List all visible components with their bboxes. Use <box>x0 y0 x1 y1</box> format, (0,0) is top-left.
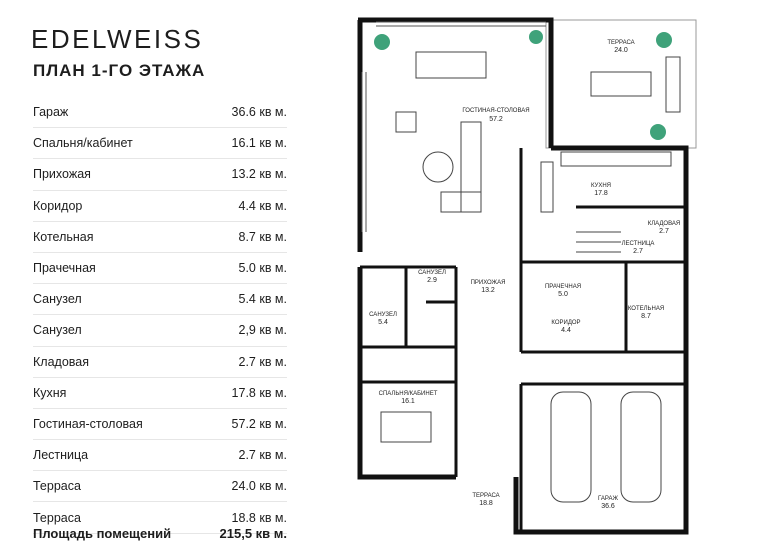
plan-area-terrace-bottom: 18.8 <box>479 500 493 507</box>
total-area-row <box>33 526 287 541</box>
armchair <box>396 112 416 132</box>
room-area: 4.4 кв м. <box>238 198 287 213</box>
car-left <box>551 392 591 502</box>
plan-area-living: 57.2 <box>489 116 503 123</box>
lounge-sofa <box>666 57 680 112</box>
plan-label-bath-big: САНУЗЕЛ <box>369 312 397 318</box>
floor-plan <box>346 12 718 548</box>
plan-area-terrace-top: 24.0 <box>614 47 628 54</box>
room-name: Лестница <box>33 448 89 463</box>
room-name: Кухня <box>33 385 67 400</box>
room-name: Санузел <box>33 323 82 338</box>
plant-icon <box>656 32 672 48</box>
plan-label-terrace-top: ТЕРРАСА <box>607 40 635 46</box>
room-row <box>33 440 287 471</box>
room-area: 57.2 кв м. <box>231 416 287 431</box>
plan-label-bath-small: САНУЗЕЛ <box>418 270 446 276</box>
room-row <box>33 284 287 315</box>
room-name: Кладовая <box>33 354 89 369</box>
room-name: Прачечная <box>33 261 96 276</box>
brand-title: EDELWEISS <box>31 24 204 54</box>
room-name: Терраса <box>33 510 81 525</box>
room-area: 16.1 кв м. <box>231 136 287 151</box>
room-row <box>33 191 287 222</box>
room-name: Санузел <box>33 292 82 307</box>
plan-label-storage: КЛАДОВАЯ <box>647 221 681 227</box>
room-area: 13.2 кв м. <box>231 167 287 182</box>
room-name: Гараж <box>33 105 69 120</box>
room-row <box>33 222 287 253</box>
plan-label-stairs: ЛЕСТНИЦА <box>621 241 655 247</box>
room-row <box>33 159 287 190</box>
room-row <box>33 471 287 502</box>
room-name: Котельная <box>33 229 94 244</box>
plan-area-storage: 2.7 <box>659 228 669 235</box>
plan-label-corridor: КОРИДОР <box>551 320 581 326</box>
room-area: 5.4 кв м. <box>238 292 287 307</box>
plan-area-bath-big: 5.4 <box>378 319 388 326</box>
room-row <box>33 378 287 409</box>
plan-area-kitchen: 17.8 <box>594 190 608 197</box>
bed <box>381 412 431 442</box>
interior-walls <box>360 148 686 532</box>
plan-area-garage: 36.6 <box>601 503 615 510</box>
plant-icon <box>650 124 666 140</box>
room-name: Коридор <box>33 198 83 213</box>
plan-subtitle: ПЛАН 1-ГО ЭТАЖА <box>33 61 206 80</box>
terrace-dining-table <box>591 72 651 96</box>
total-label: Площадь помещений <box>33 526 172 541</box>
room-area: 17.8 кв м. <box>231 385 287 400</box>
room-area: 36.6 кв м. <box>231 105 287 120</box>
room-row <box>33 347 287 378</box>
room-area: 2.7 кв м. <box>238 354 287 369</box>
plant-icon <box>374 34 390 50</box>
plan-label-living: ГОСТИНАЯ-СТОЛОВАЯ <box>462 108 530 114</box>
sofa <box>461 122 481 212</box>
glazing <box>362 22 546 232</box>
furniture <box>378 52 680 502</box>
plan-area-bath-small: 2.9 <box>427 277 437 284</box>
room-row <box>33 128 287 159</box>
plan-label-laundry: ПРАЧЕЧНАЯ <box>544 284 582 290</box>
room-name: Терраса <box>33 479 81 494</box>
room-name: Спальня/кабинет <box>33 136 133 151</box>
room-name: Гостиная-столовая <box>33 416 143 431</box>
dining-table <box>416 52 486 78</box>
plan-label-hall: ПРИХОЖАЯ <box>470 280 506 286</box>
plan-label-kitchen: КУХНЯ <box>590 183 612 189</box>
room-row <box>33 409 287 440</box>
kitchen-island <box>541 162 553 212</box>
plan-area-hall: 13.2 <box>481 287 495 294</box>
total-value: 215,5 кв м. <box>219 526 287 541</box>
plan-label-garage: ГАРАЖ <box>598 496 618 502</box>
kitchen-counter <box>561 152 671 166</box>
plan-label-boiler: КОТЕЛЬНАЯ <box>627 306 665 312</box>
room-area: 24.0 кв м. <box>231 479 287 494</box>
plan-area-corridor: 4.4 <box>561 327 571 334</box>
plan-area-bedroom: 16.1 <box>401 398 415 405</box>
plan-area-boiler: 8.7 <box>641 313 651 320</box>
room-labels <box>369 40 680 510</box>
room-area: 5.0 кв м. <box>238 261 287 276</box>
plan-area-stairs: 2.7 <box>633 248 643 255</box>
plan-area-laundry: 5.0 <box>558 291 568 298</box>
room-area: 8.7 кв м. <box>238 229 287 244</box>
room-name: Прихожая <box>33 167 91 182</box>
plant-icon <box>529 30 543 44</box>
room-list <box>33 97 287 534</box>
room-row <box>33 315 287 346</box>
room-area: 2.7 кв м. <box>238 448 287 463</box>
room-area: 2,9 кв м. <box>238 323 287 338</box>
car-right <box>621 392 661 502</box>
plan-label-bedroom: СПАЛЬНЯ/КАБИНЕТ <box>378 391 438 397</box>
plan-label-terrace-bottom: ТЕРРАСА <box>472 493 500 499</box>
room-area: 18.8 кв м. <box>231 510 287 525</box>
coffee-table <box>423 152 453 182</box>
room-row <box>33 253 287 284</box>
room-row <box>33 97 287 128</box>
